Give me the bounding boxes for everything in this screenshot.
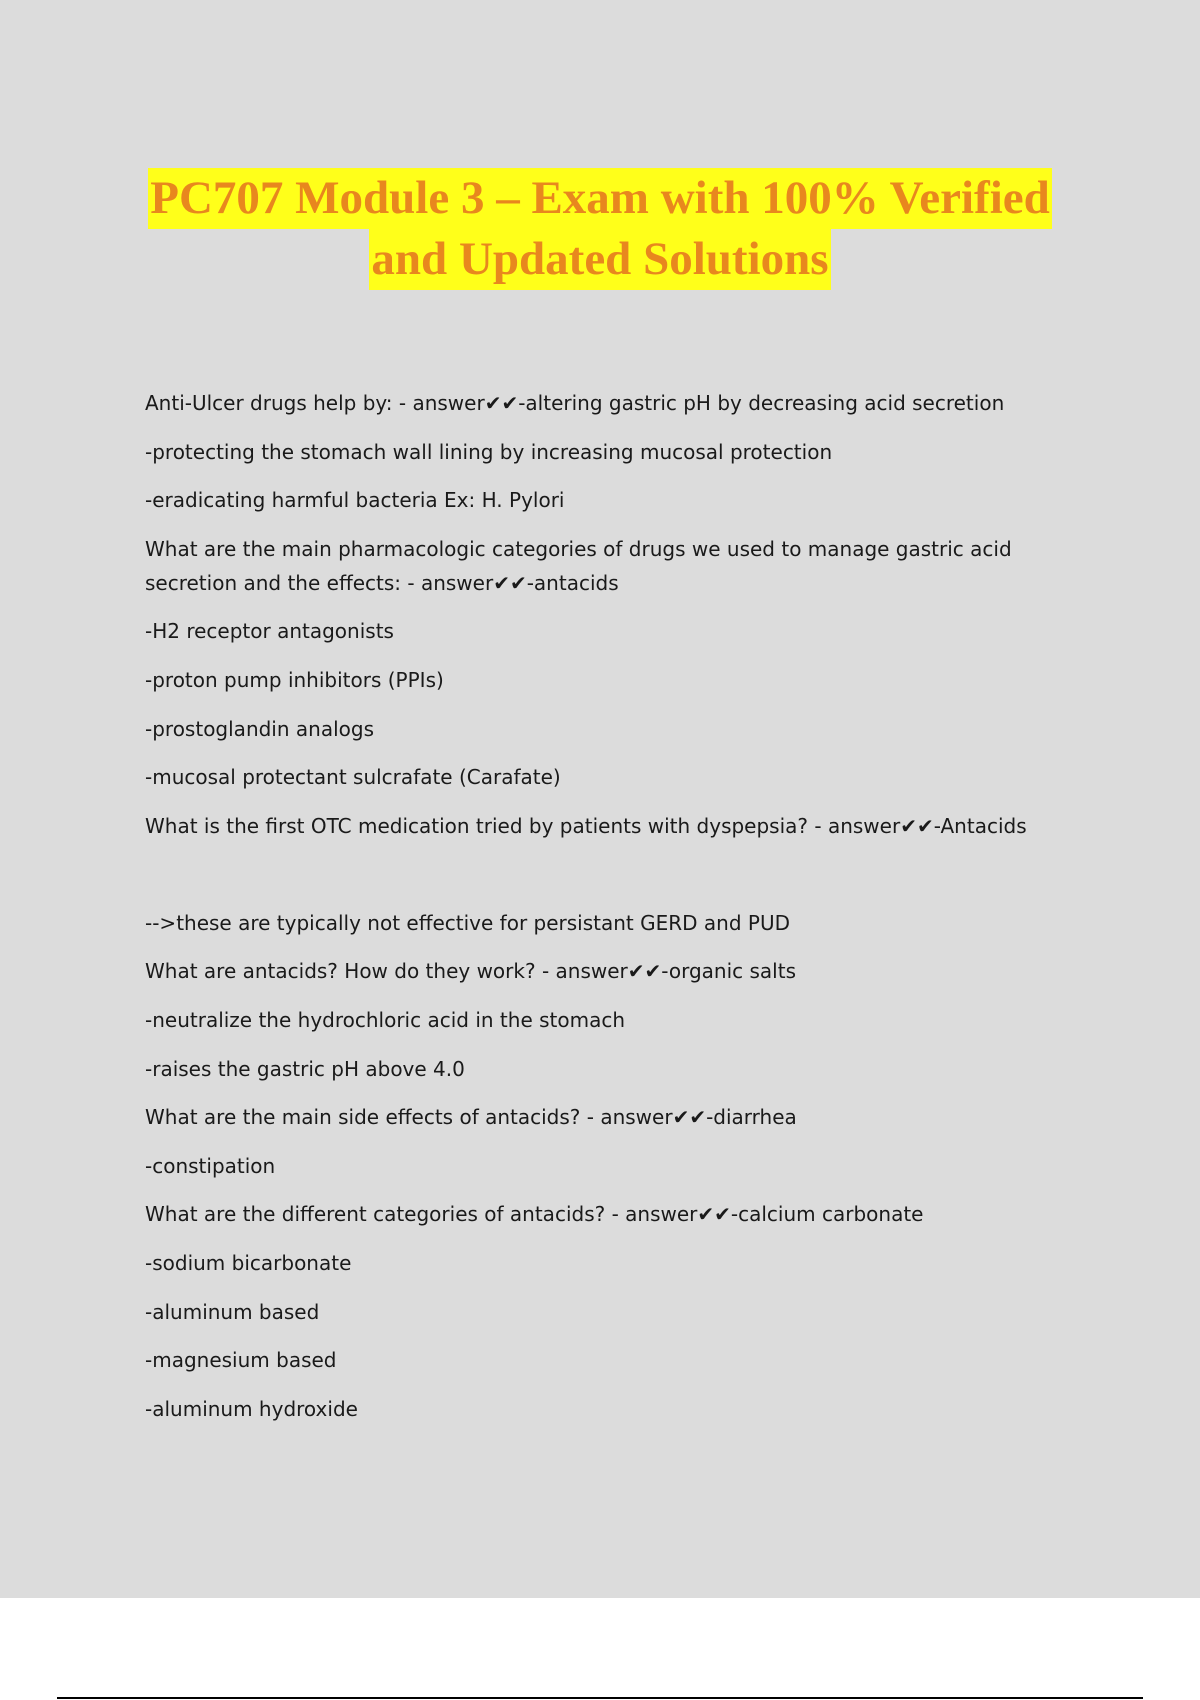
question-paragraph: What are the main side effects of antacids? - answer✔✔-diarrhea (145, 1105, 797, 1130)
answer-line: -->these are typically not effective for persistant GERD and PUD (145, 910, 790, 935)
answer-line: -mucosal protectant sulcrafate (Carafate) (145, 765, 561, 790)
question-paragraph: What are the different categories of antacids? - answer✔✔-calcium carbonate (145, 1202, 924, 1227)
answer-line: -protecting the stomach wall lining by increasing mucosal protection (145, 439, 833, 464)
question-paragraph: What are antacids? How do they work? - answer✔✔-organic salts (145, 959, 796, 984)
answer-line: -proton pump inhibitors (PPIs) (145, 667, 444, 692)
question-paragraph: Anti-Ulcer drugs help by: - answer✔✔-altering gastric pH by decreasing acid secretion (145, 391, 1005, 415)
title-line-1: PC707 Module 3 – Exam with 100% Verified (148, 168, 1052, 229)
title-line-2: and Updated Solutions (369, 229, 830, 290)
document-body (145, 386, 1085, 1440)
answer-line: -prostoglandin analogs (145, 716, 374, 741)
answer-line: -magnesium based (145, 1348, 337, 1373)
answer-line: -raises the gastric pH above 4.0 (145, 1056, 465, 1081)
answer-line: -aluminum based (145, 1299, 320, 1324)
answer-line: -aluminum hydroxide (145, 1396, 358, 1421)
answer-line: -H2 receptor antagonists (145, 619, 394, 644)
footer-divider (57, 1697, 1143, 1699)
answer-line: -sodium bicarbonate (145, 1250, 352, 1275)
answer-line: -eradicating harmful bacteria Ex: H. Pylori (145, 488, 565, 513)
question-paragraph: What is the first OTC medication tried by patients with dyspepsia? - answer✔✔-Antacids (145, 813, 1027, 838)
question-paragraph: What are the main pharmacologic categories of drugs we used to manage gastric acid secretion and the effects: - answer✔✔-antacids (145, 536, 1012, 595)
answer-line: -neutralize the hydrochloric acid in the stomach (145, 1007, 626, 1032)
answer-line: -constipation (145, 1153, 276, 1178)
document-title (0, 168, 1200, 290)
